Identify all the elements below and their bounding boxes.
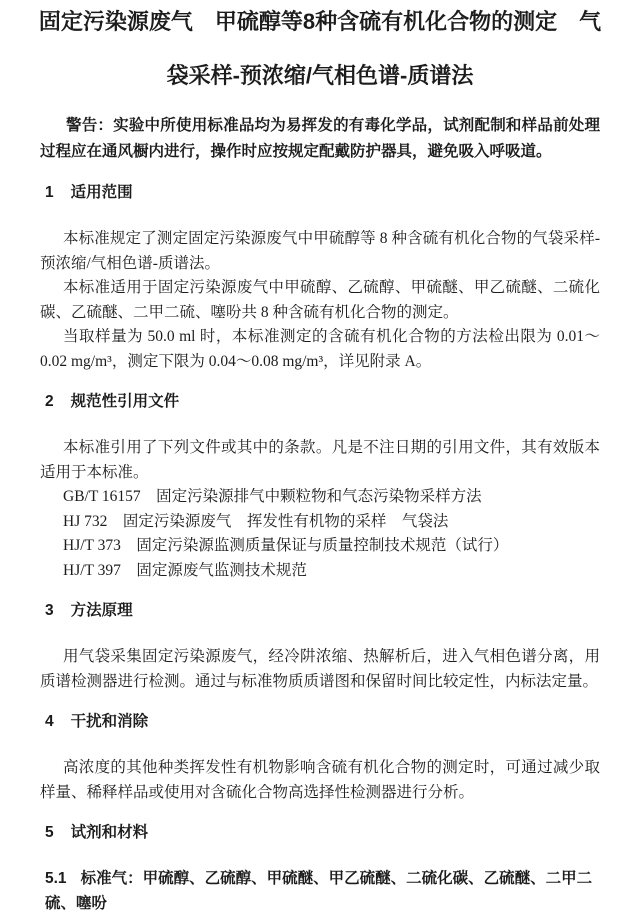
section-number: 3 — [45, 602, 54, 619]
section-heading-5 — [40, 823, 600, 843]
section-normative-references — [40, 392, 600, 583]
clause-5-1 — [40, 867, 600, 916]
warning-paragraph: 警告：实验中所使用标准品均为易挥发的有毒化学品，试剂配制和样品前处理过程应在通风橱内进行，操作时应按规定配戴防护器具，避免吸入呼吸道。 — [40, 117, 600, 160]
section-method-principle — [40, 601, 600, 694]
section-title: 试剂和材料 — [70, 824, 149, 841]
section-title: 方法原理 — [70, 602, 133, 619]
section-reagents-materials — [40, 823, 600, 916]
paragraph: 本标准适用于固定污染源废气中甲硫醇、乙硫醇、甲硫醚、甲乙硫醚、二硫化碳、乙硫醚、二甲二硫、噻吩共 8 种含硫有机化合物的测定。 — [40, 279, 600, 321]
clause-text: 标准气：甲硫醇、乙硫醇、甲硫醚、甲乙硫醚、二硫化碳、乙硫醚、二甲二硫、噻吩 — [45, 870, 593, 912]
section-title: 规范性引用文件 — [70, 393, 180, 410]
section-heading-2 — [40, 392, 600, 412]
document-title-line-1: 固定污染源废气 甲硫醇等8种含硫有机化合物的测定 气 — [38, 9, 602, 34]
section-heading-4 — [40, 712, 600, 732]
document-title-line-2: 袋采样-预浓缩/气相色谱-质谱法 — [166, 63, 474, 88]
section-number: 4 — [45, 713, 54, 730]
reference-item: GB/T 16157 固定污染源排气中颗粒物和气态污染物采样方法 — [63, 488, 482, 505]
reference-item: HJ 732 固定污染源废气 挥发性有机物的采样 气袋法 — [63, 512, 449, 530]
section-heading-1 — [40, 183, 600, 203]
section-heading-3 — [40, 601, 600, 621]
clause-number: 5.1 — [45, 870, 67, 887]
paragraph: 本标准引用了下列文件或其中的条款。凡是不注日期的引用文件，其有效版本适用于本标准。 — [40, 439, 600, 481]
section-number: 1 — [45, 184, 54, 201]
section-number: 2 — [45, 393, 54, 410]
section-title: 干扰和消除 — [70, 713, 149, 730]
paragraph: 当取样量为 50.0 ml 时，本标准测定的含硫有机化合物的方法检出限为 0.01～0.02 mg/m³，测定下限为 0.04～0.08 mg/m³，详见附录 A。 — [40, 328, 600, 370]
reference-item: HJ/T 373 固定污染源监测质量保证与质量控制技术规范（试行） — [63, 537, 509, 554]
paragraph: 本标准规定了测定固定污染源废气中甲硫醇等 8 种含硫有机化合物的气袋采样-预浓缩/气相色谱-质谱法。 — [40, 230, 600, 272]
section-scope — [40, 183, 600, 374]
reference-item: HJ/T 397 固定源废气监测技术规范 — [63, 561, 307, 579]
section-title: 适用范围 — [70, 184, 133, 201]
paragraph: 高浓度的其他种类挥发性有机物影响含硫有机化合物的测定时，可通过减少取样量、稀释样品或使用对含硫化合物高选择性检测器进行分析。 — [40, 759, 600, 801]
paragraph: 用气袋采集固定污染源废气，经冷阱浓缩、热解析后，进入气相色谱分离，用质谱检测器进行检测。通过与标准物质质谱图和保留时间比较定性，内标法定量。 — [40, 648, 600, 690]
section-number: 5 — [45, 824, 54, 841]
section-interference-elimination — [40, 712, 600, 805]
